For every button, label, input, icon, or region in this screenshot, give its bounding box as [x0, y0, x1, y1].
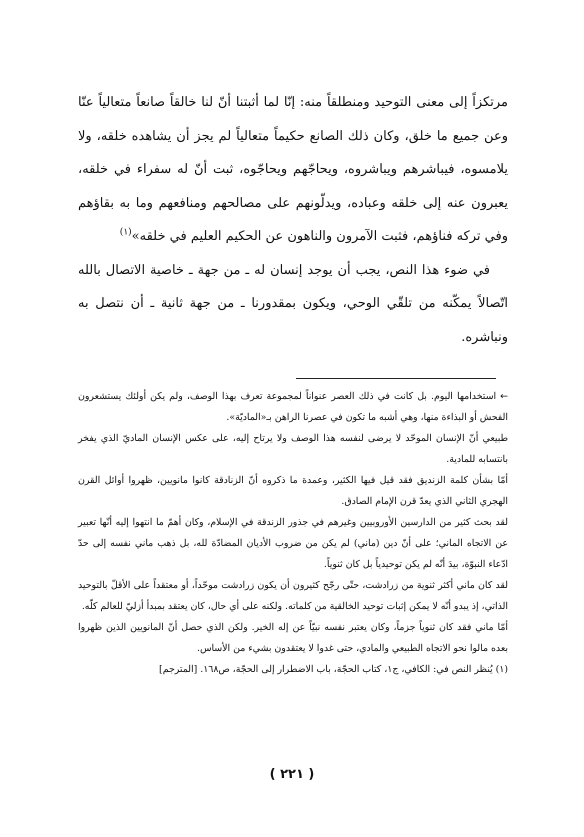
main-paragraph-2: في ضوء هذا النص، يجب أن يوجد إنسان له ـ من جهة ـ خاصية الاتصال بالله اتّصالاً يمكّنه من تلقّي الوحي، ويكون بمقدورنا ـ من جهة ثانية ـ أن نتصل به ونباشره. [78, 262, 508, 345]
page-number: ( ٢٢١ ) [269, 767, 315, 782]
footnote-line: لقد بحث كثير من الدارسين الأوروبيين وغيرهم في جذور الزندقة في الإسلام، وكان أهمّ ما انتهوا إليه أنّها تعبير عن الاتجاه الماني؛ على أنّ دين (ماني) لم يكن من ضروب الأديان المضادّة لله، بل ذهب ماني نفسه إلى حدّ ادّعاء النبوّة، بيدَ أنّه لم يكن توحيدياً بل كان ثنوياً. [78, 517, 508, 570]
footnote-line: أمّا ماني فقد كان ثنوياً جزماً، وكان يعتبر نفسه نبيّاً عن إله الخير. ولكن الذي حصل أنّ المانويين الذين ظهروا بعده مالوا نحو الاتجاه الطبيعي والمادي، حتى غدوا لا يعتقدون بشيء من الأساس. [78, 622, 508, 654]
continuation-arrow-icon: ← [500, 391, 508, 402]
footnote-reference: (١) [119, 227, 132, 238]
paragraph-text: مرتكزاً إلى معنى التوحيد ومنطلقاً منه: إنّا لما أثبتنا أنّ لنا خالقاً صانعاً متعالياً عنّا وعن جميع ما خلق، وكان ذلك الصانع حكيماً متعالياً لم يجز أن يشاهده خلقه، ولا يلامسوه، فيباشرهم ويباشروه، ويحاجّهم ويحاجّوه، ثبت أنّ له سفراء في خلقه، يعبرون عنه إلى خلقه وعباده، ويدلّونهم على مصالحهم ومنافعهم وما به بقاؤهم وفي تركه فناؤهم، فثبت الآمرون والناهون عن الحكيم العليم في خلقه» [78, 95, 508, 244]
main-paragraph-1 [78, 86, 508, 254]
footnote-line [78, 386, 508, 428]
footnote-citation: (١) يُنظر النص في: الكافي، ج١، كتاب الحجّة، باب الاضطرار إلى الحجّة، ص١٦٨. [المترجم] [159, 664, 508, 675]
footnote-line: أمّا بشأن كلمة الزنديق فقد قيل فيها الكثير، وعمدة ما ذكروه أنّ الزنادقة كانوا مانويين، ظهروا أوائل القرن الهجري الثاني الذي يعدّ قرن الإمام الصادق. [78, 475, 508, 507]
footnote-divider [296, 378, 496, 379]
footnotes [78, 386, 508, 680]
footnote-line: لقد كان ماني أكثر ثنوية من زرادشت، حتّى رجّح كثيرون أن يكون زرادشت موحّداً، أو معتقداً على الأقلّ بالتوحيد الذاتي، إذ يبدو أنّه لا يمكن إثبات توحيد الخالقية من كلماته. ولكنه على أي حال، كان يعتقد بمبدأ أزليّ للعالم كلّه. [78, 580, 508, 612]
footnote-text: استخدامها اليوم. بل كانت في ذلك العصر عنواناً لمجموعة تعرف بهذا الوصف، ولم يكن أولئك يستشعرون الفحش أو البذاءة منها، وهي أشبه ما تكون في عصرنا الراهن بـ«الماديّة». [78, 391, 508, 423]
main-text [78, 86, 508, 354]
footnote-line: طبيعي أنّ الإنسان الموحّد لا يرضى لنفسه هذا الوصف ولا يرتاح إليه، على عكس الإنسان الماديّ الذي يفخر بانتسابه للمادية. [78, 433, 508, 465]
